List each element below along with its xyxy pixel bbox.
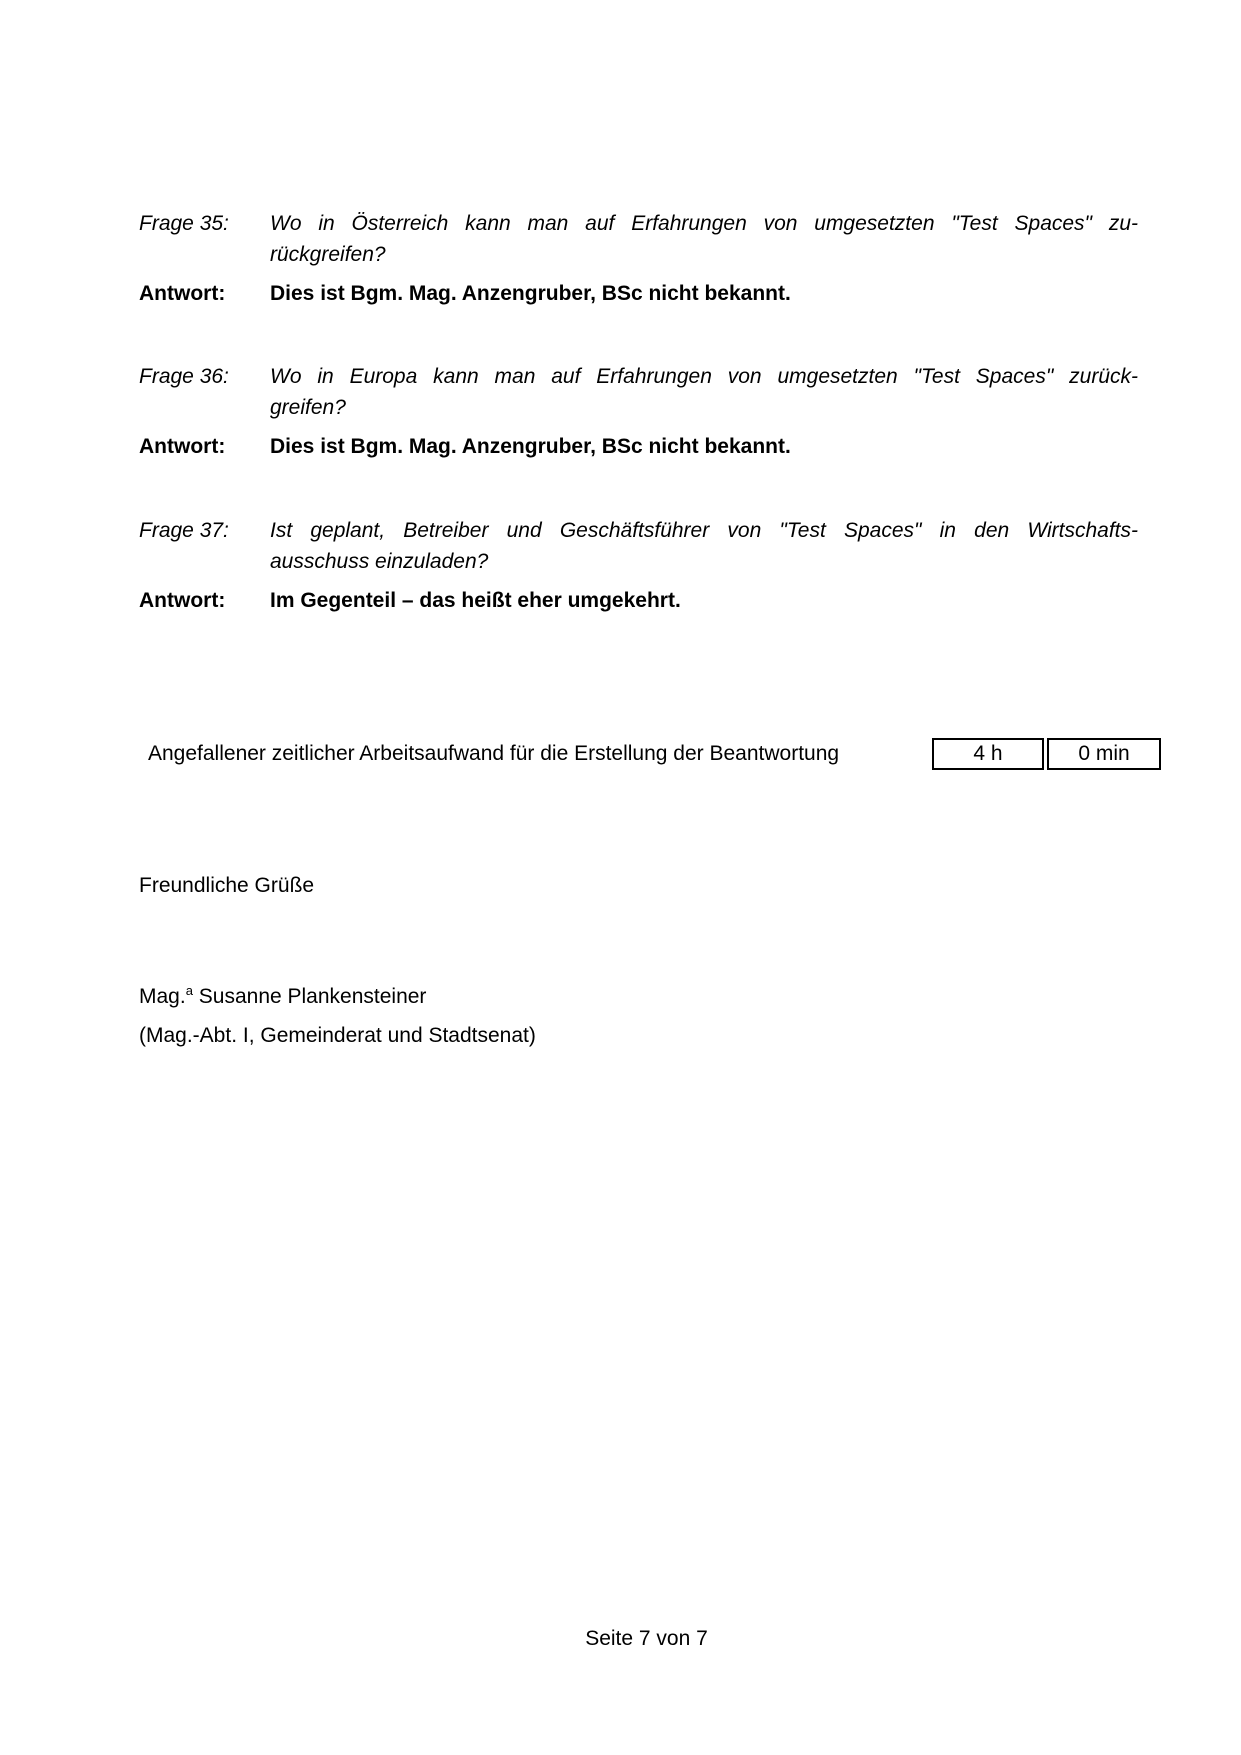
answer-label: Antwort: [139,589,226,612]
signature-name [139,981,426,1012]
question-text-line1: Wo in Österreich kann man auf Erfahrungen von umgesetzten "Test Spaces" zu- [270,212,1138,235]
question-text [270,361,1138,423]
question-text-line2: ausschuss einzuladen? [270,550,489,573]
effort-minutes-value: 0 min [1078,742,1130,765]
answer-label: Antwort: [139,282,226,305]
question-text-line2: greifen? [270,396,346,419]
page-number-footer: Seite 7 von 7 [585,1627,708,1650]
answer-label: Antwort: [139,435,226,458]
question-text [270,208,1138,270]
question-label: Frage 35: [139,212,229,235]
question-text [270,515,1138,577]
question-text-line1: Wo in Europa kann man auf Erfahrungen von umgesetzten "Test Spaces" zurück- [270,365,1138,388]
signature-name-prefix: Mag. [139,985,186,1008]
question-text-line2: rückgreifen? [270,243,386,266]
question-label: Frage 37: [139,519,229,542]
signature-name-superscript: a [185,983,193,998]
question-text-line1: Ist geplant, Betreiber und Geschäftsführer von "Test Spaces" in den Wirtschafts- [270,519,1138,542]
question-label: Frage 36: [139,365,229,388]
effort-hours-cell [932,738,1044,770]
effort-hours-value: 4 h [973,742,1003,765]
signature-name-rest: Susanne Plankensteiner [192,985,427,1008]
answer-text: Dies ist Bgm. Mag. Anzengruber, BSc nicht bekannt. [270,282,791,305]
effort-row [148,738,1161,770]
effort-minutes-cell [1047,738,1161,770]
answer-text: Im Gegenteil – das heißt eher umgekehrt. [270,589,681,612]
signature-department: (Mag.-Abt. I, Gemeinderat und Stadtsenat) [139,1024,536,1047]
closing-greeting: Freundliche Grüße [139,874,315,897]
effort-label: Angefallener zeitlicher Arbeitsaufwand für die Erstellung der Beantwortung [148,742,840,765]
answer-text: Dies ist Bgm. Mag. Anzengruber, BSc nicht bekannt. [270,435,791,458]
